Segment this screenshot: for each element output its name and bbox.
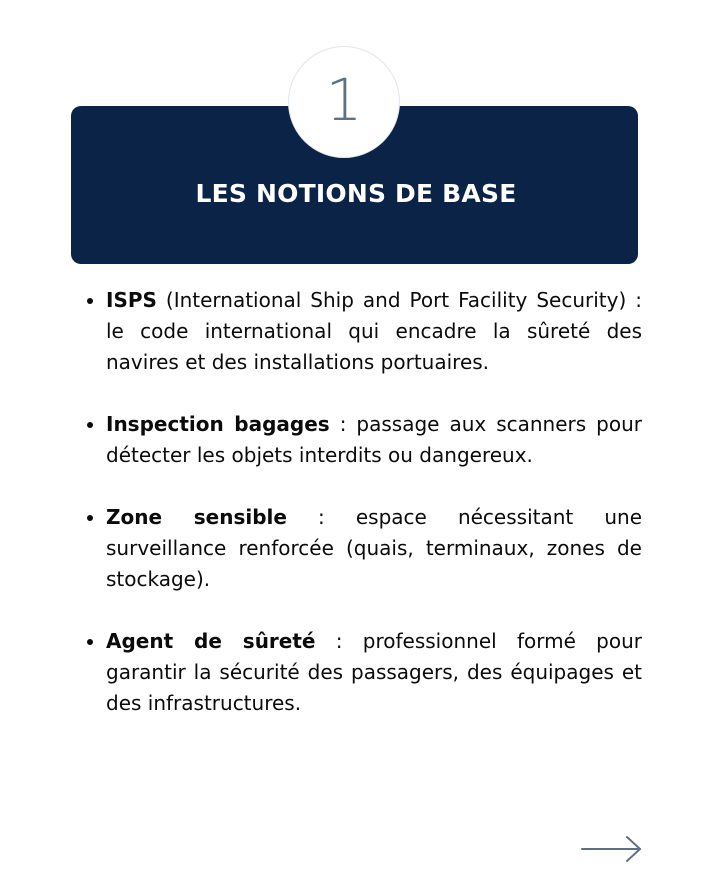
section-number: 1	[325, 66, 363, 134]
item-term: Zone sensible	[106, 505, 287, 529]
next-button[interactable]	[580, 833, 644, 865]
item-description: : professionnel formé pour garantir la sécurité des passagers, des équipages et des infrastructures.	[106, 629, 642, 715]
item-description: : passage aux scanners pour détecter les objets interdits ou dangereux.	[106, 412, 642, 467]
list-item-agent	[86, 626, 642, 719]
item-term: Agent de sûreté	[106, 629, 316, 653]
item-description: : espace nécessitant une surveillance renforcée (quais, terminaux, zones de stockage).	[106, 505, 642, 591]
list-item-zone	[86, 502, 642, 595]
list-item-isps	[86, 285, 642, 378]
arrow-right-icon	[580, 833, 644, 865]
definitions-list	[86, 285, 642, 750]
section-number-badge	[288, 46, 400, 158]
item-term: ISPS	[106, 288, 157, 312]
list-item-inspection	[86, 409, 642, 471]
item-term: Inspection bagages	[106, 412, 330, 436]
item-description: (International Ship and Port Facility Security) : le code international qui encadre la sûreté des navires et des installations portuaires.	[106, 288, 642, 374]
section-title: LES NOTIONS DE BASE	[195, 179, 517, 208]
